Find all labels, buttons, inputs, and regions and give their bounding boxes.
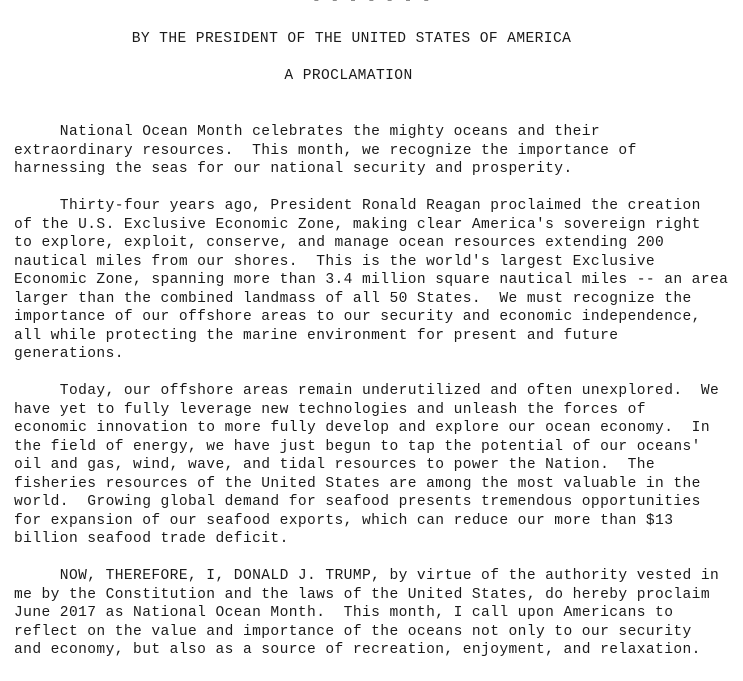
paragraph-4: NOW, THEREFORE, I, DONALD J. TRUMP, by virtue of the authority vested in me by the Constitution and the laws of the United States, do hereby proclaim June 2017 as National Ocean Month. This month, I call upon Americans to reflect on the value and importance of the oceans not only to our security and economy, but also as a source of recreation, enjoyment, and relaxation. [14,568,720,658]
proclamation-body [14,123,739,678]
paragraph-3: Today, our offshore areas remain underutilized and often unexplored. We have yet to fully leverage new technologies and unleash the forces of economic innovation to more fully develop and explore our ocean economy. In the field of energy, we have just begun to tap the potential of our oceans' oil and gas, wind, wave, and tidal resources to power the Nation. The fisheries resources of the United States are among the most valuable in the world. Growing global demand for seafood presents tremendous opportunities for expansion of our seafood exports, which can reduce our more than $13 billion seafood trade deficit. [14,383,720,547]
paragraph-1: National Ocean Month celebrates the mighty oceans and their extraordinary resources. This month, we recognize the importance of harnessing the seas for our national security and prosperity. [14,124,637,177]
paragraph-2: Thirty-four years ago, President Ronald Reagan proclaimed the creation of the U.S. Exclusive Economic Zone, making clear America's sovereign right to explore, exploit, conserve, and manage ocean resources extending 200 nautical miles from our shores. This is the world's largest Exclusive Economic Zone, spanning more than 3.4 million square nautical miles -- an area larger than the combined landmass of all 50 States. We must recognize the importance of our offshore areas to our security and economic independence, all while protecting the marine environment for present and future generations. [14,198,729,362]
issuer-heading: BY THE PRESIDENT OF THE UNITED STATES OF AMERICA [131,31,572,47]
top-divider: - - - - - - - [312,0,432,9]
document-title: A PROCLAMATION [284,68,413,84]
